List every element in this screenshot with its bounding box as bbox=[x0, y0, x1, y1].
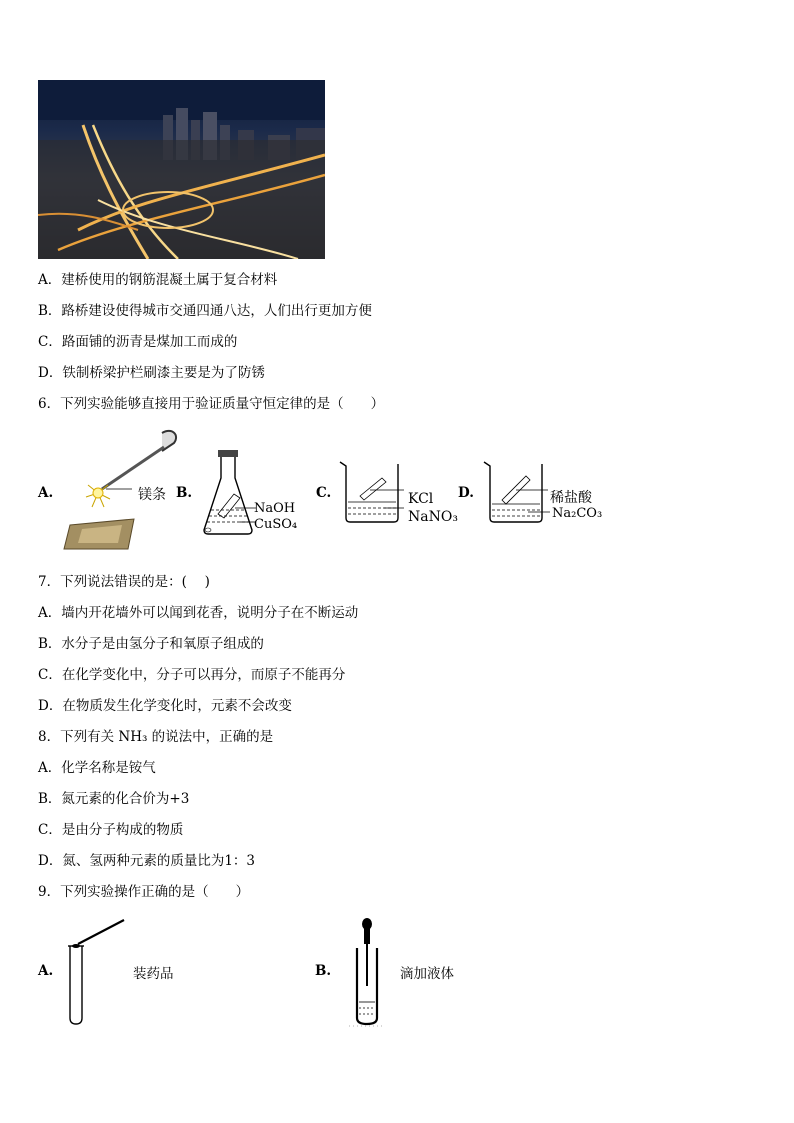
q6-c-label-nano3: NaNO₃ bbox=[408, 509, 458, 525]
q7-option-a: A．墙内开花墙外可以闻到花香，说明分子在不断运动 bbox=[38, 605, 359, 621]
q7-stem: 7．下列说法错误的是：( ) bbox=[38, 574, 210, 590]
q8-option-b: B．氮元素的化合价为+3 bbox=[38, 791, 190, 807]
night-highway-photo bbox=[38, 80, 325, 259]
beaker-d-illustration bbox=[484, 460, 550, 526]
q5-option-b: B．路桥建设使得城市交通四通八达，人们出行更加方便 bbox=[38, 303, 372, 319]
q6-d-label-na2co3: Na₂CO₃ bbox=[552, 506, 603, 521]
q6-a-label-magnesium: 镁条 bbox=[138, 487, 166, 503]
q9-a-label: 装药品 bbox=[133, 966, 174, 982]
q8-stem: 8．下列有关 NH₃ 的说法中，正确的是 bbox=[38, 729, 274, 745]
q6-b-label-cuso4: CuSO₄ bbox=[254, 517, 298, 532]
q6-letter-a: A. bbox=[38, 485, 54, 501]
q9-letter-a: A. bbox=[38, 963, 54, 979]
q9-stem: 9．下列实验操作正确的是（ ） bbox=[38, 884, 250, 900]
q6-letter-d: D. bbox=[458, 485, 474, 501]
q6-d-label-hcl: 稀盐酸 bbox=[550, 490, 592, 506]
q9-b-label: 滴加液体 bbox=[400, 966, 454, 982]
test-tube-spoon-illustration bbox=[62, 916, 132, 1026]
q8-option-d: D．氮、氢两种元素的质量比为1：3 bbox=[38, 853, 256, 869]
beaker-c-illustration bbox=[340, 460, 406, 526]
q6-letter-c: C. bbox=[316, 485, 332, 501]
q5-option-c: C．路面铺的沥青是煤加工而成的 bbox=[38, 334, 238, 350]
erlenmeyer-flask-illustration bbox=[202, 450, 262, 540]
q5-option-d: D．铁制桥梁护栏刷漆主要是为了防锈 bbox=[38, 365, 265, 381]
q7-option-c: C．在化学变化中，分子可以再分，而原子不能再分 bbox=[38, 667, 346, 683]
dropper-test-tube-illustration bbox=[345, 918, 395, 1028]
q6-b-label-naoh: NaOH bbox=[254, 501, 296, 516]
q6-letter-b: B. bbox=[176, 485, 193, 501]
q7-option-b: B．水分子是由氢分子和氧原子组成的 bbox=[38, 636, 264, 652]
q9-letter-b: B. bbox=[315, 963, 332, 979]
q7-option-d: D．在物质发生化学变化时，元素不会改变 bbox=[38, 698, 292, 714]
q8-option-a: A．化学名称是铵气 bbox=[38, 760, 156, 776]
q8-option-c: C．是由分子构成的物质 bbox=[38, 822, 184, 838]
q6-stem: 6．下列实验能够直接用于验证质量守恒定律的是（ ） bbox=[38, 396, 385, 412]
q6-c-label-kcl: KCl bbox=[408, 491, 434, 507]
q5-option-a: A．建桥使用的钢筋混凝土属于复合材料 bbox=[38, 272, 278, 288]
